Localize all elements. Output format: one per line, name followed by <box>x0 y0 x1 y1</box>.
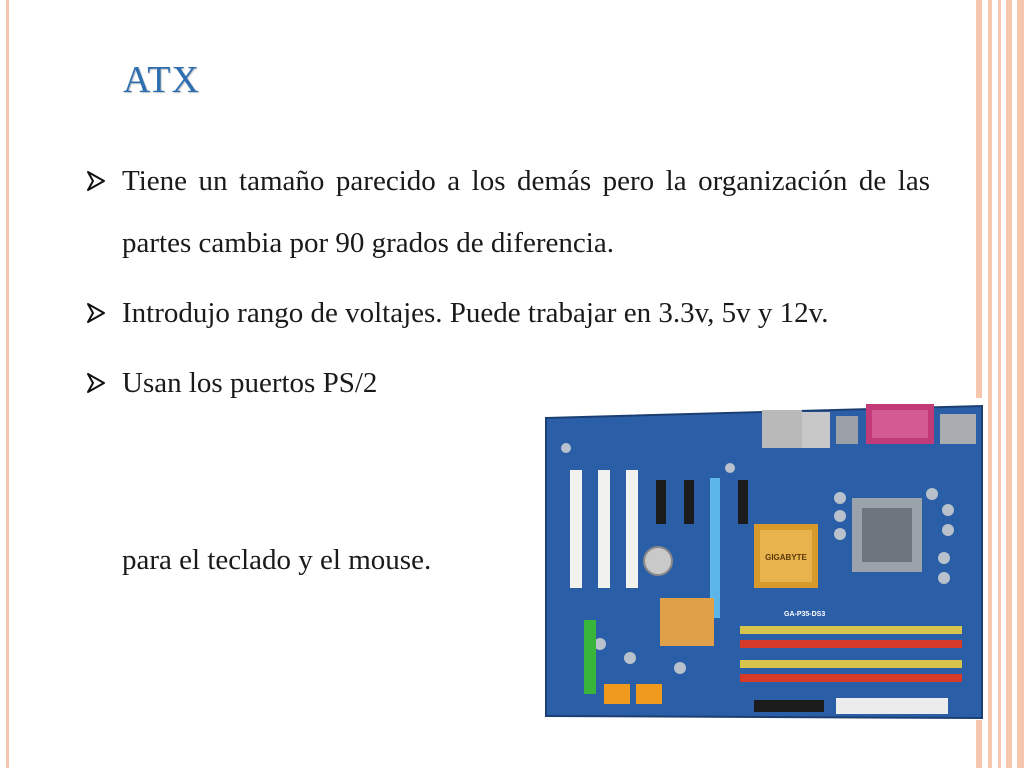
motherboard-illustration <box>540 398 986 720</box>
bullet-list <box>86 150 930 414</box>
bullet-item <box>86 282 966 344</box>
left-border-line <box>6 0 9 768</box>
bullet-item <box>86 150 930 274</box>
bullet-text: Tiene un tamaño parecido a los demás pero la organización de las partes cambia por 90 grados de diferencia. <box>122 165 930 259</box>
bullet-text: Introdujo rango de voltajes. Puede trabajar en 3.3v, 5v y 12v. <box>122 297 829 329</box>
motherboard-image <box>540 398 986 720</box>
bullet-text: Usan los puertos PS/2 <box>122 367 378 399</box>
slide-title: ATX <box>123 59 200 101</box>
arrow-bullet-icon <box>86 282 108 344</box>
bullet-continuation-text: para el teclado y el mouse. <box>122 544 432 576</box>
arrow-bullet-icon <box>86 150 108 212</box>
arrow-bullet-icon <box>86 352 108 414</box>
chipset-label: GIGABYTE <box>765 553 807 562</box>
model-label: GA-P35-DS3 <box>784 611 826 618</box>
